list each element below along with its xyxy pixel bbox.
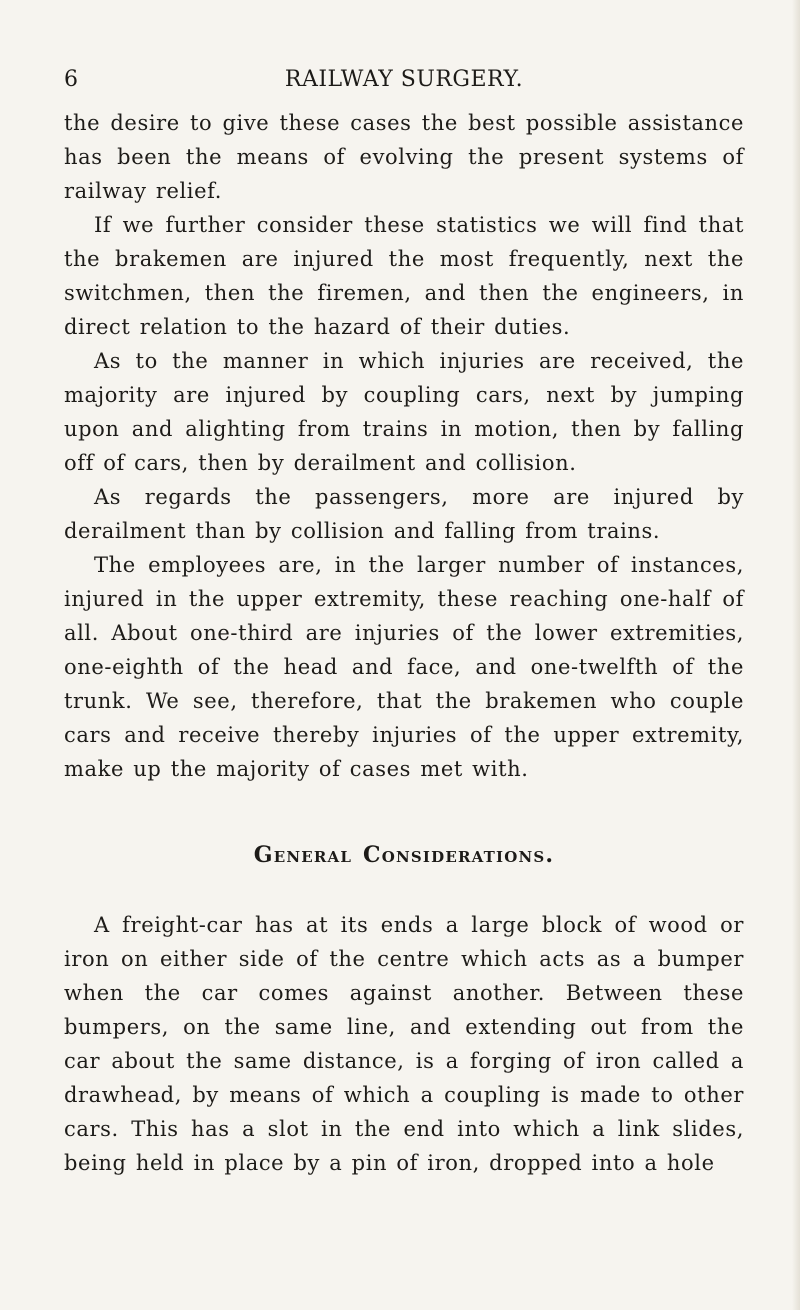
paragraph-manner-of-injury: As to the manner in which injuries are received, the majority are injured by coupling cars, next by jumping upon and alighting from trains in motion, then by falling off of cars, then by derailment and collision. xyxy=(64,349,744,475)
section-heading: General Considerations. xyxy=(253,842,555,868)
paragraph-continued: the desire to give these cases the best possible assistance has been the means of evolving the present systems of railway relief. xyxy=(64,111,744,203)
page-edge xyxy=(792,0,800,1310)
paragraph-passengers: As regards the passengers, more are injured by derailment than by collision and falling from trains. xyxy=(64,485,744,543)
paragraph-employees: The employees are, in the larger number of instances, injured in the upper extremity, these reaching one-half of all. About one-third are injuries of the lower extremities, one-eighth of the head and face, and one-twelfth of the trunk. We see, therefore, that the brakemen who couple cars and receive thereby injuries of the upper extremity, make up the majority of cases met with. xyxy=(64,553,744,781)
paragraph-freight-car: A freight-car has at its ends a large block of wood or iron on either side of the centre which acts as a bumper when the car comes against another. Between these bumpers, on the same line, and extending out from the car about the same distance, is a forging of iron called a drawhead, by means of which a coupling is made to other cars. This has a slot in the end into which a link slides, being held in place by a pin of iron, dropped into a hole xyxy=(64,913,744,1175)
page-number: 6 xyxy=(64,67,79,92)
running-head xyxy=(64,64,744,96)
running-title: RAILWAY SURGERY. xyxy=(284,67,524,92)
body-text xyxy=(64,106,744,1180)
paragraph-statistics: If we further consider these statistics we will find that the brakemen are injured the most frequently, next the switchmen, then the firemen, and then the engineers, in direct relation to the hazard of their duties. xyxy=(64,213,744,339)
